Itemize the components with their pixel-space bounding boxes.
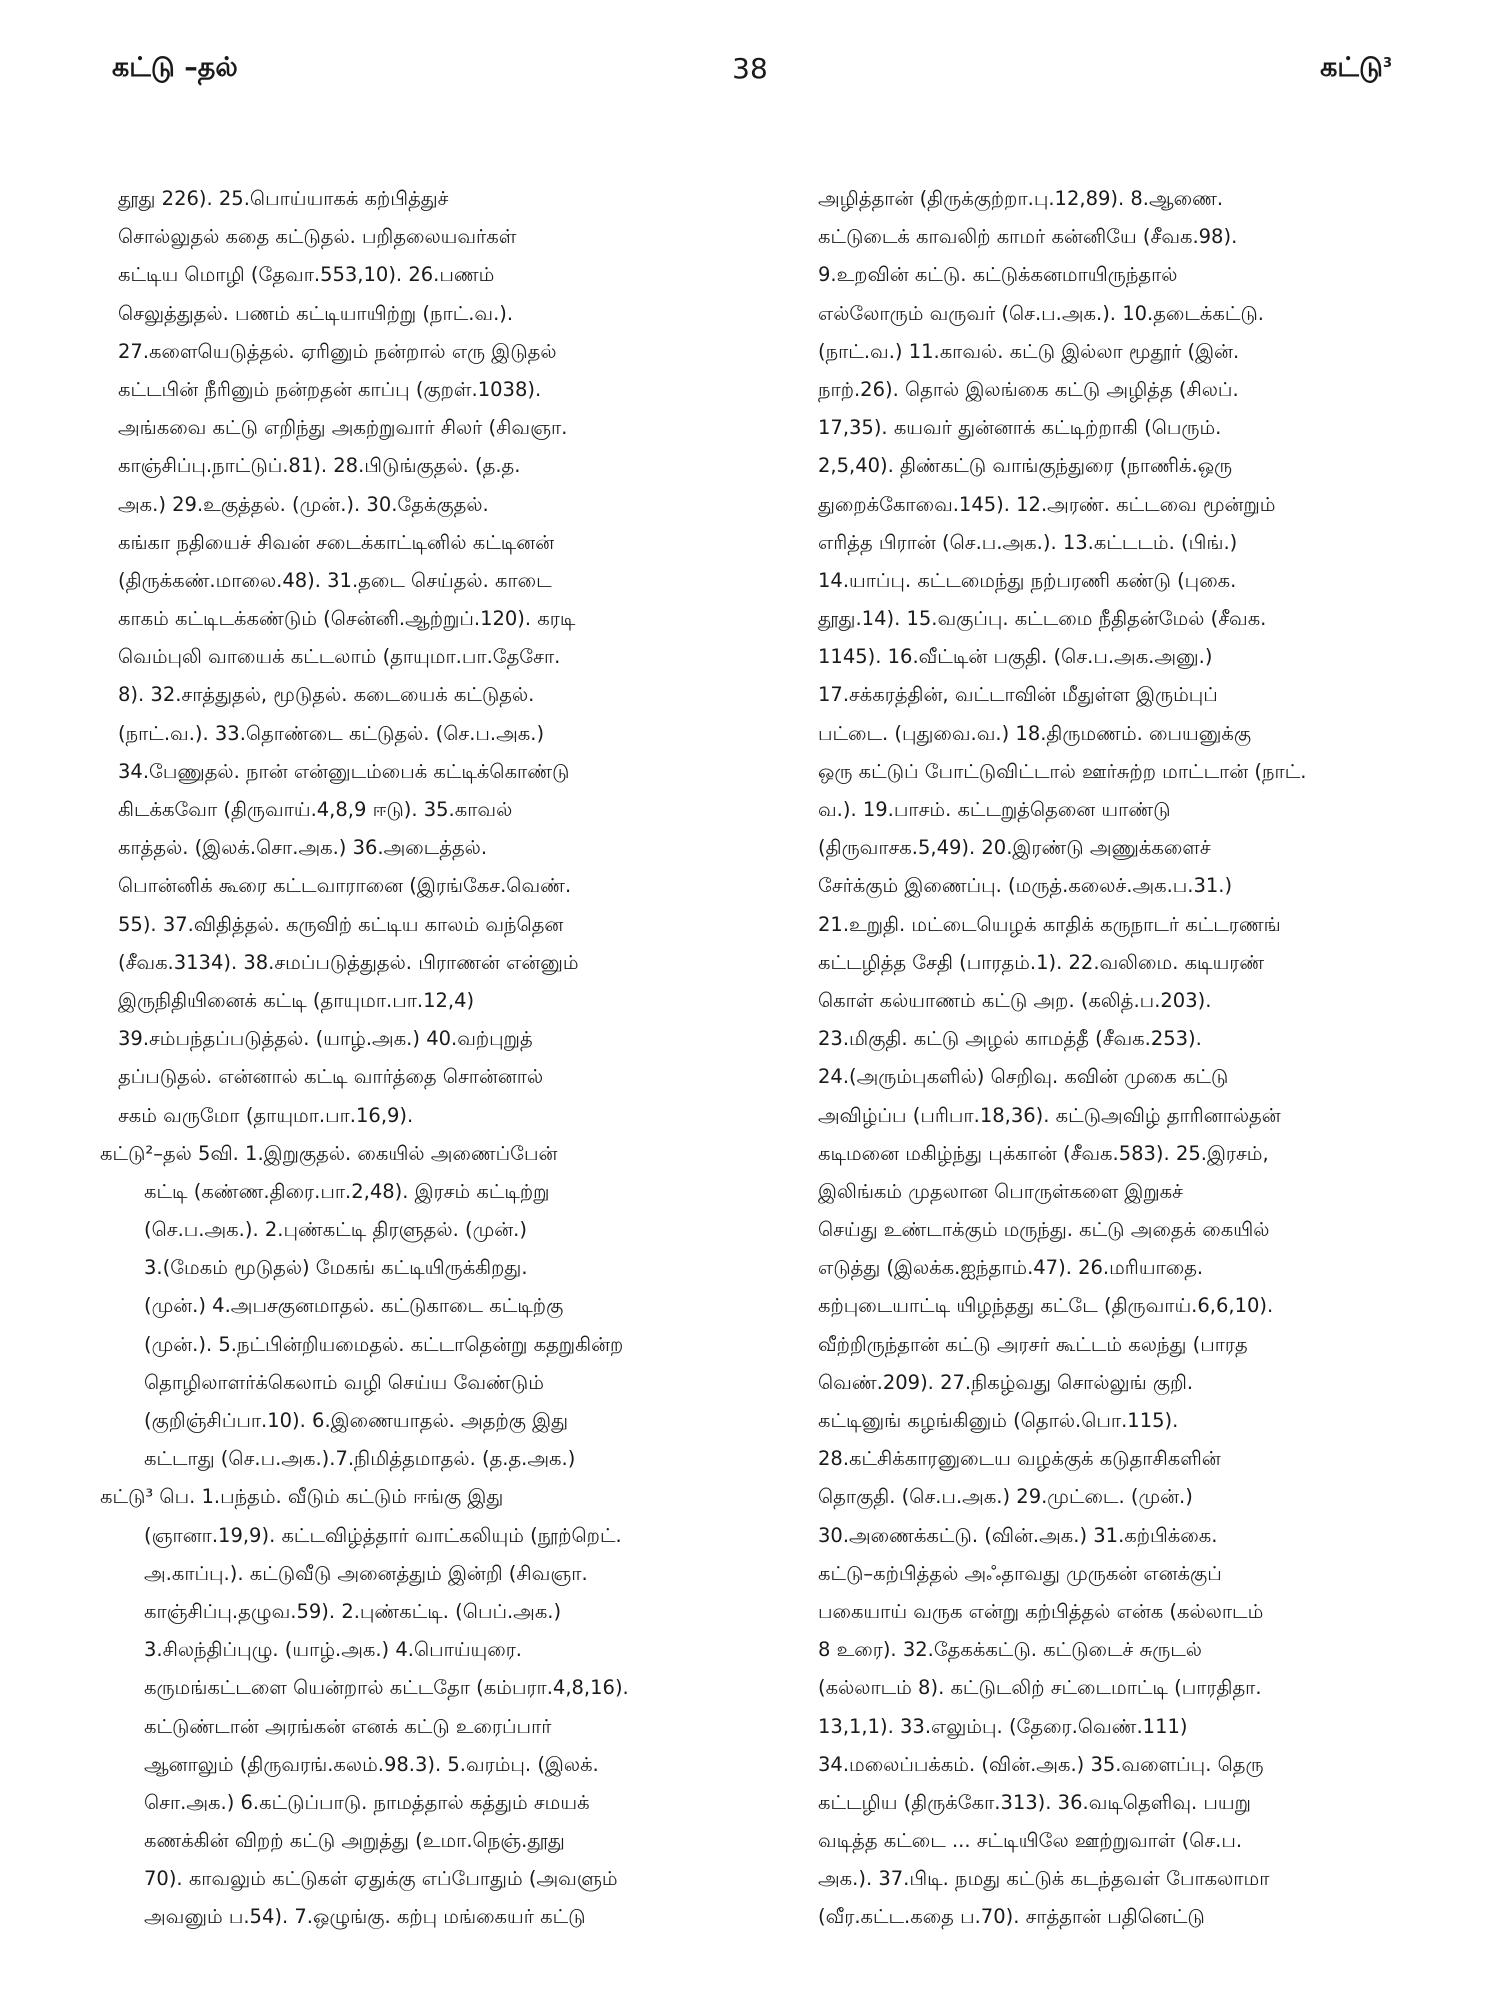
running-head-right-sup: 3 (1382, 56, 1392, 71)
right-column-line: 24.(அரும்புகளில்) செறிவு. கவின் முகை கட்டு (818, 1065, 1229, 1089)
right-column-line: 13,1,1). 33.எலும்பு. (தேரை.வெண்.111) (818, 1714, 1188, 1738)
left-column-line: கட்டபின் நீரினும் நன்றதன் காப்பு (குறள்.1038). (118, 377, 542, 401)
right-column-line: (கல்லாடம் 8). கட்டுடலிற் சட்டைமாட்டி (பாரதிதா. (818, 1676, 1262, 1700)
left-column-line: அவனும் ப.54). 7.ஒழுங்கு. கற்பு மங்கையர் கட்டு (144, 1905, 586, 1929)
right-column-line: நாற்.26). தொல் இலங்கை கட்டு அழித்த (சிலப். (818, 377, 1239, 401)
right-column-line: 21.உறுதி. மட்டையெழக் காதிக் கருநாடர் கட்டரணங் (818, 912, 1281, 936)
right-column-line: வ.). 19.பாசம். கட்டறுத்தெனை யாண்டு (818, 798, 1171, 821)
left-column-line: 3.(மேகம் மூடுதல்) மேகங் கட்டியிருக்கிறது. (144, 1256, 528, 1280)
right-column-line: 14.யாப்பு. கட்டமைந்து நற்பரணி கண்டு (புகை. (818, 568, 1237, 592)
right-column-line: 17.சக்கரத்தின், வட்டாவின் மீதுள்ள இரும்புப் (818, 683, 1218, 707)
left-column-line: கங்கா நதியைச் சிவன் சடைக்காட்டினில் கட்டினன் (118, 530, 555, 554)
right-column-line: (திருவாசக.5,49). 20.இரண்டு அணுக்களைச் (818, 836, 1211, 860)
left-column-line: காகம் கட்டிடக்கண்டும் (சென்னி.ஆற்றுப்.120). கரடி (118, 607, 576, 631)
left-column-line: சொ.அக.) 6.கட்டுப்பாடு. நாமத்தால் கத்தும் சமயக் (144, 1790, 590, 1814)
left-column-line: அ.காப்பு.). கட்டுவீடு அனைத்தும் இன்றி (சிவஞா. (144, 1561, 588, 1585)
right-column-line: கட்டழிய (திருக்கோ.313). 36.வடிதெளிவு. பயறு (818, 1790, 1251, 1814)
left-column (100, 180, 678, 1937)
left-column-line: ஆனாலும் (திருவரங்.கலம்.98.3). 5.வரம்பு. (இலக். (144, 1752, 599, 1776)
left-column-line: 39.சம்பந்தப்படுத்தல். (யாழ்.அக.) 40.வற்புறுத் (118, 1027, 533, 1051)
running-head-left: கட்டு –தல் (112, 52, 238, 83)
left-column-line: 70). காவலும் கட்டுகள் ஏதுக்கு எப்போதும் (அவளும் (144, 1867, 618, 1891)
left-column-line: 34.பேணுதல். நான் என்னுடம்பைக் கட்டிக்கொண்டு (118, 759, 570, 783)
left-column-line: 55). 37.விதித்தல். கருவிற் கட்டிய காலம் வந்தென (118, 912, 564, 936)
right-column-line: வீற்றிருந்தான் கட்டு அரசர் கூட்டம் கலந்து (பாரத (818, 1332, 1248, 1356)
right-column-line: கொள் கல்யாணம் கட்டு அற. (கலித்.ப.203). (818, 988, 1212, 1012)
page-number: 38 (732, 52, 768, 85)
left-column-line: காஞ்சிப்பு.நாட்டுப்.81). 28.பிடுங்குதல். (த.த. (118, 454, 521, 478)
left-column-line: காத்தல். (இலக்.சொ.அக.) 36.அடைத்தல். (118, 836, 488, 860)
left-column-line: 27.களையெடுத்தல். ஏரினும் நன்றால் எரு இடுதல் (118, 339, 557, 363)
left-column-line: கட்டு²–தல் 5வி. 1.இறுகுதல். கையில் அணைப்பேன் (100, 1141, 558, 1165)
left-column-line: கிடக்கவோ (திருவாய்.4,8,9 ஈடு). 35.காவல் (118, 798, 513, 821)
left-column-line: சகம் வருமோ (தாயுமா.பா.16,9). (118, 1103, 414, 1127)
left-column-line: (முன்.) 4.அபசகுனமாதல். கட்டுகாடை கட்டிற்கு (144, 1294, 564, 1318)
right-column-line: இலிங்கம் முதலான பொருள்களை இறுகச் (818, 1179, 1183, 1203)
right-column-line: கட்டழித்த சேதி (பாரதம்.1). 22.வலிமை. கடியரண் (818, 950, 1265, 974)
left-column-line: சொல்லுதல் கதை கட்டுதல். பறிதலையவர்கள் (118, 225, 517, 249)
left-column-line: கட்டுண்டான் அரங்கன் எனக் கட்டு உரைப்பார் (144, 1714, 552, 1738)
right-column-line: கட்டுடைக் காவலிற் காமர் கன்னியே (சீவக.98). (818, 225, 1238, 249)
right-column-line: 17,35). கயவர் துன்னாக் கட்டிற்றாகி (பெரும். (818, 416, 1222, 440)
page-header (0, 52, 1500, 92)
right-column-line: சேர்க்கும் இணைப்பு. (மருத்.கலைச்.அக.ப.31.) (818, 874, 1233, 898)
left-column-line: (குறிஞ்சிப்பா.10). 6.இணையாதல். அதற்கு இது (144, 1409, 569, 1432)
right-column-line: 30.அணைக்கட்டு. (வின்.அக.) 31.கற்பிக்கை. (818, 1523, 1218, 1547)
right-column-line: 28.கட்சிக்காரனுடைய வழக்குக் கடுதாசிகளின் (818, 1447, 1221, 1471)
left-column-line: தப்படுதல். என்னால் கட்டி வார்த்தை சொன்னால் (118, 1065, 544, 1089)
right-column-line: அக.). 37.பிடி. நமது கட்டுக் கடந்தவள் போகலாமா (818, 1867, 1270, 1891)
right-column-line: ஒரு கட்டுப் போட்டுவிட்டால் ஊர்சுற்ற மாட்டான் (நாட். (818, 759, 1307, 783)
left-column-line: (திருக்கண்.மாலை.48). 31.தடை செய்தல். காடை (118, 568, 552, 592)
running-head-right (1320, 52, 1392, 87)
right-column-line: கட்டினுங் கழங்கினும் (தொல்.பொ.115). (818, 1409, 1179, 1432)
right-column-line: பட்டை. (புதுவை.வ.) 18.திருமணம். பையனுக்கு (818, 721, 1252, 745)
left-column-line: வெம்புலி வாயைக் கட்டலாம் (தாயுமா.பா.தேசோ. (118, 645, 561, 669)
right-column-line: எரித்த பிரான் (செ.ப.அக.). 13.கட்டடம். (பிங்.) (818, 530, 1238, 554)
right-column-line: கற்புடையாட்டி யிழந்தது கட்டே (திருவாய்.6,6,10). (818, 1294, 1274, 1318)
right-column-line: வெண்.209). 27.நிகழ்வது சொல்லுங் குறி. (818, 1370, 1194, 1394)
left-column-line: அக.) 29.உகுத்தல். (முன்.). 30.தேக்குதல். (118, 492, 489, 516)
right-column-line: துறைக்கோவை.145). 12.அரண். கட்டவை மூன்றும் (818, 492, 1276, 516)
left-column-line: (சீவக.3134). 38.சமப்படுத்துதல். பிராணன் என்னும் (118, 950, 579, 974)
left-column-line: கட்டி (கண்ண.திரை.பா.2,48). இரசம் கட்டிற்று (144, 1179, 550, 1203)
left-column-line: 3.சிலந்திப்புழு. (யாழ்.அக.) 4.பொய்யுரை. (144, 1638, 523, 1662)
right-column-line: 9.உறவின் கட்டு. கட்டுக்கனமாயிருந்தால் (818, 263, 1178, 287)
right-column-line: எடுத்து (இலக்க.ஐந்தாம்.47). 26.மரியாதை. (818, 1256, 1204, 1280)
left-column-line: தூது 226). 25.பொய்யாகக் கற்பித்துச் (118, 187, 449, 210)
right-column-line: தொகுதி. (செ.ப.அக.) 29.முட்டை. (முன்.) (818, 1485, 1193, 1509)
left-column-line: கட்டிய மொழி (தேவா.553,10). 26.பணம் (118, 263, 495, 287)
right-column-line: வடித்த கட்டை ... சட்டியிலே ஊற்றுவாள் (செ.ப. (818, 1829, 1243, 1853)
right-column-line: (நாட்.வ.) 11.காவல். கட்டு இல்லா மூதூர் (இன். (818, 339, 1240, 363)
left-column-line: கருமங்கட்டளை யென்றால் கட்டதோ (கம்பரா.4,8,16). (144, 1676, 629, 1700)
right-column-line: அழித்தான் (திருக்குற்றா.பு.12,89). 8.ஆணை. (818, 187, 1224, 210)
right-column-line: தூது.14). 15.வகுப்பு. கட்டமை நீதிதன்மேல் (சீவக. (818, 607, 1267, 631)
left-column-line: (முன்.). 5.நட்பின்றியமைதல். கட்டாதென்று கதறுகின்ற (144, 1332, 624, 1356)
right-column-line: அவிழ்ப்ப (பரிபா.18,36). கட்டுஅவிழ் தாரினால்தன் (818, 1103, 1281, 1127)
left-column-line: இருநிதியினைக் கட்டி (தாயுமா.பா.12,4) (118, 988, 475, 1012)
right-column-line: 34.மலைப்பக்கம். (வின்.அக.) 35.வளைப்பு. தெரு (818, 1752, 1264, 1776)
right-column-line: 23.மிகுதி. கட்டு அழல் காமத்தீ (சீவக.253). (818, 1027, 1202, 1051)
left-column-line: காஞ்சிப்பு.தழுவ.59). 2.புண்கட்டி. (பெப்.அக.) (144, 1599, 562, 1623)
left-column-line: 8). 32.சாத்துதல், மூடுதல். கடையைக் கட்டுதல். (118, 683, 535, 707)
right-column-line: கட்டு–கற்பித்தல் அஃதாவது முருகன் எனக்குப் (818, 1561, 1222, 1585)
left-column-line: (நாட்.வ.). 33.தொண்டை கட்டுதல். (செ.ப.அக.) (118, 721, 545, 745)
right-column-line: 8 உரை). 32.தேகக்கட்டு. கட்டுடைச் சுருடல் (818, 1638, 1202, 1662)
left-column-line: கணக்கின் விறற் கட்டு அறுத்து (உமா.நெஞ்.தூது (144, 1829, 565, 1853)
right-column (818, 180, 1398, 1937)
right-column-line: செய்து உண்டாக்கும் மருந்து. கட்டு அதைக் கையில் (818, 1218, 1270, 1242)
right-column-line: 2,5,40). திண்கட்டு வாங்குந்துரை (நாணிக்.ஒரு (818, 454, 1233, 478)
right-column-line: (வீர.கட்ட.கதை ப.70). சாத்தான் பதினெட்டு (818, 1905, 1205, 1929)
right-column-line: எல்லோரும் வருவர் (செ.ப.அக.). 10.தடைக்கட்டு. (818, 301, 1264, 325)
left-column-line: பொன்னிக் கூரை கட்டவாரானை (இரங்கேச.வெண். (118, 874, 572, 898)
left-column-line: கட்டு³ பெ. 1.பந்தம். வீடும் கட்டும் ஈங்கு இது (100, 1485, 504, 1509)
running-head-right-word: கட்டு (1320, 52, 1383, 83)
left-column-line: செலுத்துதல். பணம் கட்டியாயிற்று (நாட்.வ.). (118, 301, 514, 325)
right-column-line: பகையாய் வருக என்று கற்பித்தல் என்க (கல்லாடம் (818, 1599, 1264, 1623)
right-column-line: கடிமனை மகிழ்ந்து புக்கான் (சீவக.583). 25.இரசம், (818, 1141, 1269, 1165)
left-column-line: அங்கவை கட்டு எறிந்து அகற்றுவார் சிலர் (சிவஞா. (118, 416, 568, 440)
left-column-line: கட்டாது (செ.ப.அக.).7.நிமித்தமாதல். (த.த.அக.) (144, 1447, 576, 1471)
left-column-line: (ஞானா.19,9). கட்டவிழ்த்தார் வாட்கலியும் (நூற்றெட். (144, 1523, 622, 1547)
right-column-line: 1145). 16.வீட்டின் பகுதி. (செ.ப.அக.அனு.) (818, 645, 1213, 669)
left-column-line: தொழிலாளர்க்கெலாம் வழி செய்ய வேண்டும் (144, 1370, 544, 1394)
left-column-line: (செ.ப.அக.). 2.புண்கட்டி திரளுதல். (முன்.) (144, 1218, 527, 1242)
